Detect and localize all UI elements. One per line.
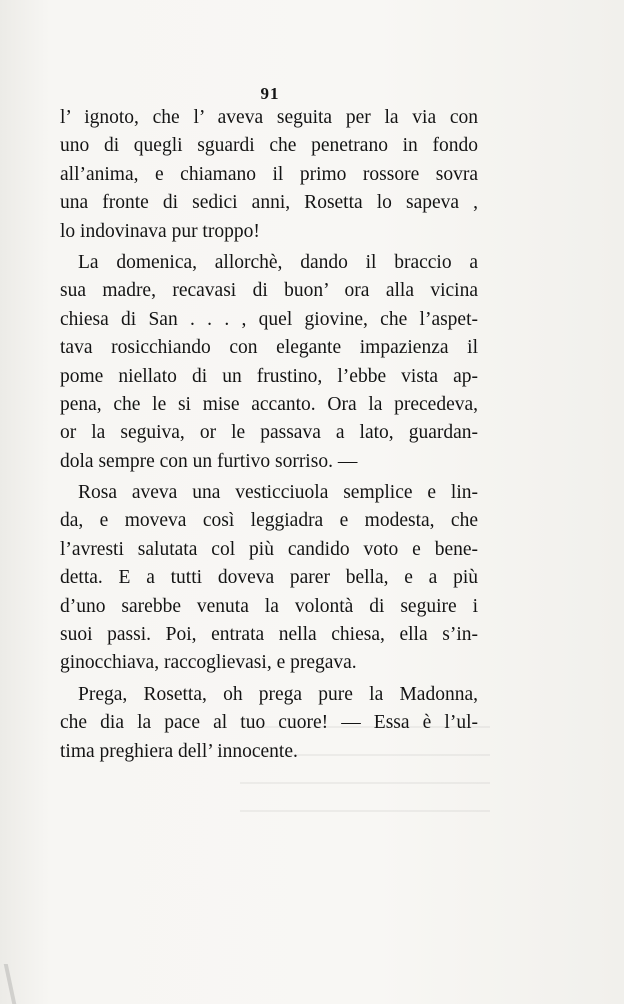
text-line: l’ ignoto, che l’ aveva seguita per la via con	[60, 107, 478, 128]
show-through-text	[240, 706, 490, 826]
text-line: Prega, Rosetta, oh prega pure la Madonna,	[78, 683, 478, 705]
page-edge-mark	[4, 964, 17, 1004]
text-line: uno di quegli sguardi che penetrano in fondo	[60, 135, 478, 157]
text-line: La domenica, allorchè, dando il braccio a	[78, 251, 478, 273]
text-line: lo indovinava pur troppo!	[60, 220, 260, 242]
text-line: or la seguiva, or le passava a lato, guardan-	[60, 422, 478, 444]
text-line: sua madre, recavasi di buon’ ora alla vicina	[60, 280, 478, 302]
text-line: una fronte di sedici anni, Rosetta lo sapeva ,	[60, 192, 478, 214]
page-number: 91	[260, 84, 280, 103]
text-line: da, e moveva così leggiadra e modesta, che	[60, 510, 478, 532]
text-line: Rosa aveva una vesticciuola semplice e lin-	[78, 482, 478, 504]
text-line: dola sempre con un furtivo sorriso. —	[60, 450, 358, 472]
text-line: che dia la pace al tuo cuore! — Essa è l’ul-	[60, 712, 478, 734]
body-text	[60, 104, 478, 769]
text-line: all’anima, e chiamano il primo rossore sovra	[60, 163, 478, 185]
text-line: pena, che le si mise accanto. Ora la precedeva,	[60, 393, 478, 415]
text-line: d’uno sarebbe venuta la volontà di seguire i	[60, 595, 478, 617]
text-line: detta. E a tutti doveva parer bella, e a più	[60, 567, 478, 589]
text-line: ginocchiava, raccoglievasi, e pregava.	[60, 652, 357, 674]
text-line: chiesa di San . . . , quel giovine, che l’aspet-	[60, 308, 478, 330]
text-line: l’avresti salutata col più candido voto e bene-	[60, 538, 478, 560]
text-line: tava rosicchiando con elegante impazienza il	[60, 337, 478, 359]
text-line: tima preghiera dell’ innocente.	[60, 740, 298, 762]
text-line: pome niellato di un frustino, l’ebbe vista ap-	[60, 365, 478, 387]
text-line: suoi passi. Poi, entrata nella chiesa, ella s’in-	[60, 624, 478, 646]
